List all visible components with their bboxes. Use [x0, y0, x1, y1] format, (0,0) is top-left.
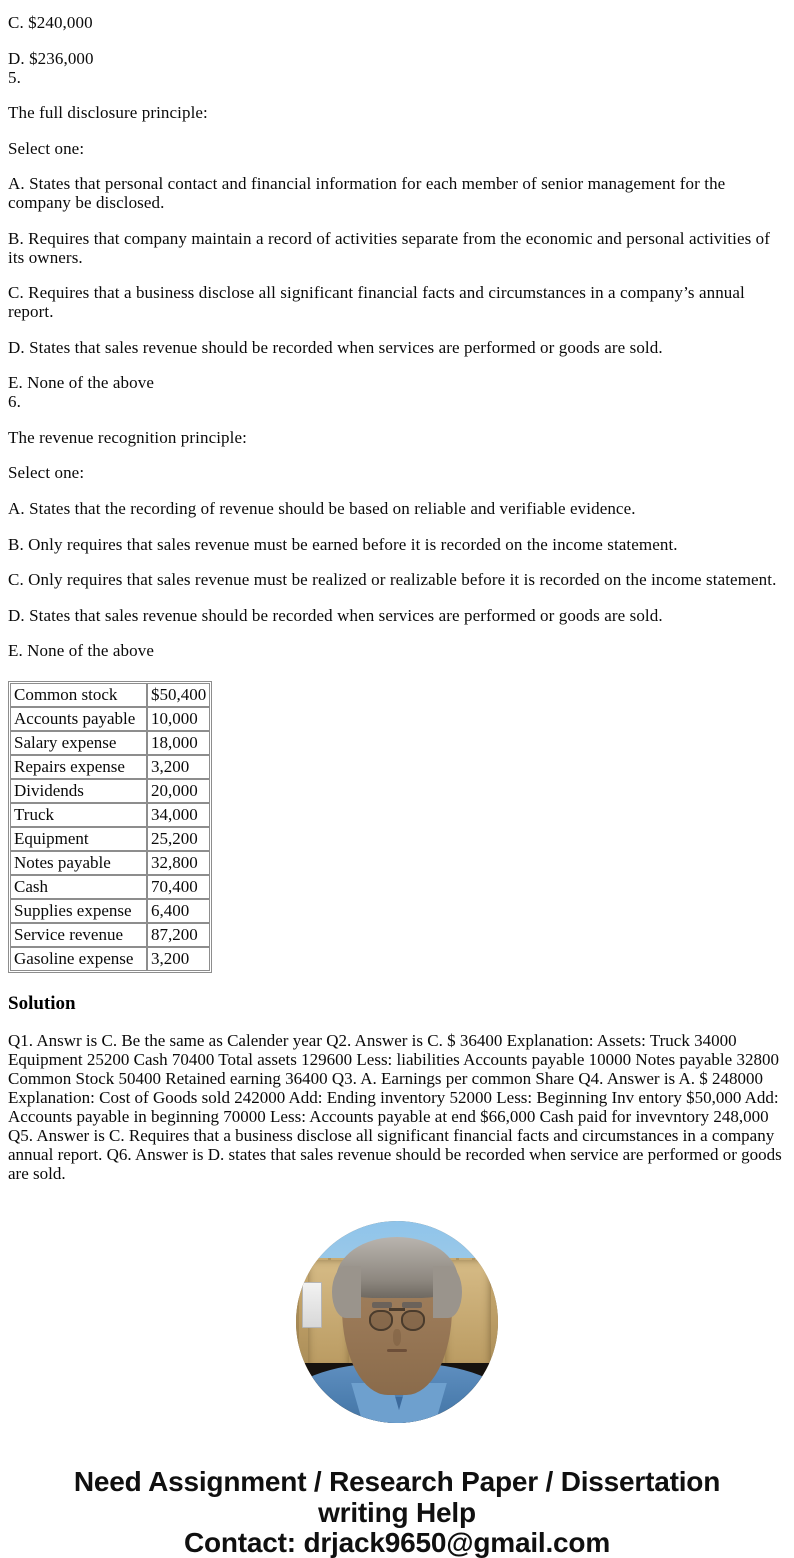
select-one-label: Select one: [8, 463, 85, 483]
account-label-cell: Salary expense [10, 731, 147, 755]
account-label-cell: Accounts payable [10, 707, 147, 731]
account-label-cell: Gasoline expense [10, 947, 147, 971]
solution-text: Q1. Answr is C. Be the same as Calender year Q2. Answer is C. $ 36400 Explanation: Assets: Truck 34000 Equipment 25200 Cash 70400 Total assets 129600 Less: liabilities Accounts payable 10000 Notes payable 32800 Common Stock 50400 Retained earning 36400 Q3. A. Earnings per common Share Q4. Answer is A. $ 248000 Explanation: Cost of Goods sold 242000 Add: Ending inventory 52000 Less: Beginning Inv entory $50,000 Add: Accounts payable in beginning 70000 Less: Accounts payable at end $66,000 Cash paid for invevntory 248,000 Q5. Answer is C. Requires that a business disclose all significant financial facts and circumstances in a company annual report. Q6. Answer is D. states that sales revenue should be recorded when service are performed or goods are sold. [8, 1031, 782, 1184]
table-row [10, 851, 210, 875]
account-label-cell: Notes payable [10, 851, 147, 875]
account-value-cell: 87,200 [147, 923, 210, 947]
account-value-cell: 6,400 [147, 899, 210, 923]
option-a[interactable]: A. States that the recording of revenue should be based on reliable and verifiable evidence. [8, 499, 636, 518]
photo-hair-side-right [433, 1266, 461, 1319]
question-number: 5. [8, 67, 21, 87]
solution-heading: Solution [8, 993, 76, 1015]
option-c[interactable]: C. Requires that a business disclose all significant financial facts and circumstances in a company’s annual report. [8, 283, 745, 322]
photo-glasses-bridge [389, 1308, 404, 1311]
table-row [10, 731, 210, 755]
account-value-cell: 70,400 [147, 875, 210, 899]
promo-line-3: Contact: drjack9650@gmail.com [183, 1526, 611, 1558]
table-row [10, 803, 210, 827]
photo-light-switch [302, 1282, 322, 1328]
table-row [10, 779, 210, 803]
option-d: D. $236,000 [8, 48, 94, 68]
photo-nose [393, 1329, 402, 1345]
account-label-cell: Cash [10, 875, 147, 899]
account-label-cell: Service revenue [10, 923, 147, 947]
account-value-cell: 32,800 [147, 851, 210, 875]
photo-lens-right [401, 1310, 425, 1331]
account-balances-table [8, 681, 212, 973]
question-number: 6. [8, 392, 21, 412]
photo-mouth [387, 1349, 407, 1353]
photo-eyebrow-left [372, 1302, 392, 1307]
account-value-cell: 3,200 [147, 947, 210, 971]
table-row [10, 707, 210, 731]
account-label-cell: Equipment [10, 827, 147, 851]
option-d[interactable]: D. States that sales revenue should be recorded when services are performed or goods are sold. [8, 337, 663, 357]
option-d[interactable]: D. States that sales revenue should be recorded when services are performed or goods are sold. [8, 605, 663, 625]
question-stem: The revenue recognition principle: [8, 427, 247, 447]
table-row [10, 899, 210, 923]
photo-hair-side-left [332, 1266, 360, 1319]
table-row [10, 947, 210, 971]
option-e: E. None of the above [8, 641, 154, 661]
photo-eyebrow-right [402, 1302, 422, 1307]
option-b[interactable]: B. Requires that company maintain a record of activities separate from the economic and personal activities of its owners. [8, 228, 771, 267]
account-value-cell: 20,000 [147, 779, 210, 803]
option-e[interactable]: E. None of the above [8, 373, 154, 393]
table-row [10, 827, 210, 851]
option-b[interactable]: B. Only requires that sales revenue must be earned before it is recorded on the income statement. [8, 534, 678, 554]
promo-line-2: writing Help [318, 1496, 476, 1528]
account-value-cell: 18,000 [147, 731, 210, 755]
promo-line-1: Need Assignment / Research Paper / Dissertation [73, 1466, 721, 1498]
account-value-cell: 10,000 [147, 707, 210, 731]
avatar [296, 1221, 498, 1423]
option-c: C. $240,000 [8, 13, 93, 32]
account-label-cell: Dividends [10, 779, 147, 803]
photo-lens-left [369, 1310, 393, 1331]
question-4-options-tail [8, 0, 786, 68]
select-one-label: Select one: [8, 138, 85, 158]
account-label-cell: Repairs expense [10, 755, 147, 779]
account-label-cell: Common stock [10, 683, 147, 707]
account-value-cell: $50,400 [147, 683, 210, 707]
option-c[interactable]: C. Only requires that sales revenue must be realized or realizable before it is recorded on the income statement. [8, 570, 777, 590]
account-label-cell: Supplies expense [10, 899, 147, 923]
question-stem: The full disclosure principle: [8, 103, 208, 123]
table-row [10, 755, 210, 779]
option-a[interactable]: A. States that personal contact and financial information for each member of senior management for the company be disclosed. [8, 174, 726, 213]
table-row [10, 923, 210, 947]
profile-photo-container [8, 1221, 786, 1423]
account-value-cell: 34,000 [147, 803, 210, 827]
eyeglasses-icon [369, 1310, 426, 1331]
promo-heading [8, 1467, 786, 1558]
question-5 [8, 68, 786, 393]
account-label-cell: Truck [10, 803, 147, 827]
table-row [10, 875, 210, 899]
account-value-cell: 3,200 [147, 755, 210, 779]
table-row [10, 683, 210, 707]
account-value-cell: 25,200 [147, 827, 210, 851]
question-6 [8, 392, 786, 660]
